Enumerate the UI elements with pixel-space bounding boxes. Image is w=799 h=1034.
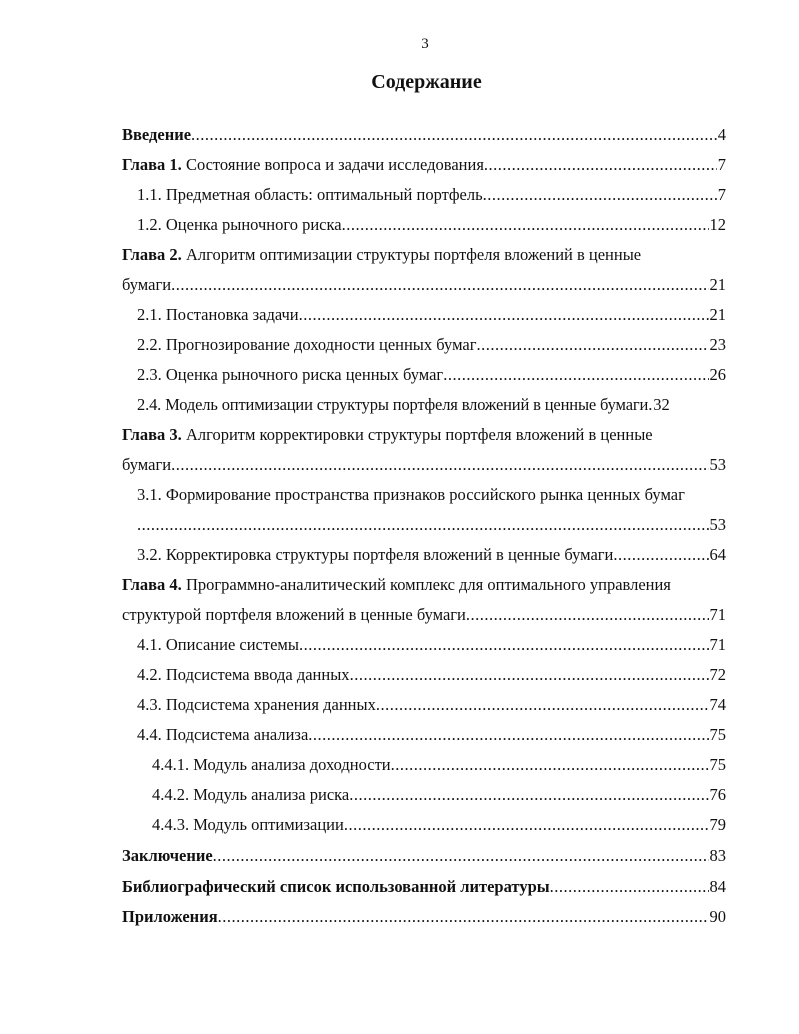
toc-entry-section-4-4[interactable] (137, 724, 726, 746)
toc-entry-label: 4.2. Подсистема ввода данных (137, 665, 350, 684)
toc-leader-dots (391, 754, 709, 776)
toc-entry-page: 71 (709, 605, 726, 624)
toc-leader-dots (484, 154, 717, 176)
toc-entry-page: 64 (709, 545, 726, 564)
toc-entry-section-3-1-line1[interactable] (137, 484, 737, 506)
toc-entry-page: 7 (717, 185, 726, 204)
toc-entry-page: 83 (709, 846, 726, 865)
page-number: 3 (421, 36, 429, 52)
toc-leader-dots (349, 784, 708, 806)
toc-entry-page: 84 (709, 877, 726, 896)
toc-entry-label: структурой портфеля вложений в ценные бумаги (122, 605, 466, 624)
toc-entry-chapter-2-line1[interactable] (122, 244, 726, 266)
toc-entry-page: 12 (709, 215, 726, 234)
toc-leader-dots (466, 604, 709, 626)
toc-entry-label: 2.1. Постановка задачи (137, 305, 299, 324)
toc-entry-page: 72 (709, 665, 726, 684)
toc-entry-page: 53 (709, 515, 726, 534)
toc-entry-label: 4.4.3. Модуль оптимизации (152, 815, 344, 834)
toc-entry-label: бумаги (122, 275, 172, 294)
toc-entry-chapter-2-line2[interactable] (122, 274, 726, 296)
toc-entry-label: 1.2. Оценка рыночного риска (137, 215, 342, 234)
chapter-title: Алгоритм корректировки структуры портфеля вложений в ценные (181, 425, 653, 444)
toc-entry-label: 4.4.1. Модуль анализа доходности (152, 755, 391, 774)
toc-leader-dots (550, 876, 709, 898)
toc-leader-dots (483, 184, 717, 206)
chapter-title: Программно-аналитический комплекс для оптимального управления (181, 575, 671, 594)
toc-leader-dots (376, 694, 709, 716)
toc-leader-dots (477, 334, 709, 356)
toc-entry-page: 26 (709, 365, 726, 384)
toc-entry-label: 4.1. Описание системы (137, 635, 299, 654)
toc-entry-bibliography[interactable] (122, 876, 726, 898)
toc-entry-section-2-1[interactable] (137, 304, 726, 326)
toc-entry-label (122, 154, 484, 176)
toc-entry-section-4-1[interactable] (137, 634, 726, 656)
toc-entry-page: 76 (709, 785, 726, 804)
toc-leader-dots (308, 724, 708, 746)
toc-entry-page: 75 (709, 755, 726, 774)
toc-leader-dots (171, 454, 708, 476)
toc-entry-label: Библиографический список использованной литературы (122, 877, 550, 896)
toc-entry-label: 4.4. Подсистема анализа (137, 725, 309, 744)
toc-entry-label: бумаги (122, 455, 172, 474)
toc-entry-section-1-2[interactable] (137, 214, 726, 236)
toc-entry-page: 4 (717, 125, 726, 144)
toc-entry-conclusion[interactable] (122, 845, 726, 867)
toc-entry-label: 3.1. Формирование пространства признаков российского рынка ценных бумаг (137, 485, 685, 504)
toc-entry-chapter-3-line2[interactable] (122, 454, 726, 476)
toc-entry-label: 1.1. Предметная область: оптимальный портфель (137, 185, 483, 204)
toc-entry-section-3-1-line2[interactable] (137, 514, 726, 536)
toc-entry-page: 75 (709, 725, 726, 744)
toc-entry-label: 2.4. Модель оптимизации структуры портфеля вложений в ценные бумаги. (137, 395, 653, 414)
toc-leader-dots (137, 514, 709, 536)
toc-entry-section-4-4-1[interactable] (152, 754, 726, 776)
toc-entry-introduction[interactable] (122, 124, 726, 146)
toc-leader-dots (171, 274, 708, 296)
toc-entry-appendix[interactable] (122, 906, 726, 928)
toc-entry-page: 7 (717, 155, 726, 174)
toc-entry-chapter-4-line2[interactable] (122, 604, 726, 626)
toc-entry-page: 32 (653, 395, 670, 414)
toc-leader-dots (299, 634, 709, 656)
toc-entry-section-3-2[interactable] (137, 544, 726, 566)
toc-leader-dots (299, 304, 709, 326)
toc-entry-page: 21 (709, 305, 726, 324)
toc-entry-chapter-4-line1[interactable] (122, 574, 726, 596)
toc-entry-chapter-3-line1[interactable] (122, 424, 726, 446)
chapter-number: Глава 3. (122, 425, 182, 444)
toc-leader-dots (342, 214, 709, 236)
toc-entry-section-2-3[interactable] (137, 364, 726, 386)
chapter-number: Глава 4. (122, 575, 182, 594)
toc-leader-dots (344, 814, 709, 836)
toc-entry-page: 71 (709, 635, 726, 654)
toc-entry-page: 79 (709, 815, 726, 834)
toc-entry-page: 74 (709, 695, 726, 714)
toc-leader-dots (218, 906, 709, 928)
toc-entry-label: 3.2. Корректировка структуры портфеля вложений в ценные бумаги (137, 545, 614, 564)
toc-entry-section-2-4[interactable] (137, 394, 726, 416)
chapter-number: Глава 2. (122, 245, 182, 264)
toc-entry-label: 4.3. Подсистема хранения данных (137, 695, 376, 714)
toc-entry-section-4-2[interactable] (137, 664, 726, 686)
toc-entry-label: Заключение (122, 846, 213, 865)
toc-entry-label: Введение (122, 125, 192, 144)
toc-leader-dots (191, 124, 717, 146)
toc-entry-page: 23 (709, 335, 726, 354)
toc-entry-chapter-1[interactable] (122, 154, 726, 176)
toc-entry-section-2-2[interactable] (137, 334, 726, 356)
toc-entry-section-1-1[interactable] (137, 184, 726, 206)
toc-entry-section-4-4-2[interactable] (152, 784, 726, 806)
chapter-number: Глава 1. (122, 155, 182, 174)
toc-leader-dots (213, 845, 709, 867)
toc-entry-page: 90 (709, 907, 726, 926)
toc-entry-label: 2.2. Прогнозирование доходности ценных бумаг (137, 335, 477, 354)
toc-entry-section-4-4-3[interactable] (152, 814, 726, 836)
toc-entry-label: Приложения (122, 907, 218, 926)
chapter-title: Состояние вопроса и задачи исследования (181, 155, 484, 174)
toc-entry-page: 53 (709, 455, 726, 474)
toc-entry-label: 2.3. Оценка рыночного риска ценных бумаг (137, 365, 444, 384)
toc-leader-dots (613, 544, 708, 566)
chapter-title: Алгоритм оптимизации структуры портфеля вложений в ценные (181, 245, 642, 264)
toc-leader-dots (443, 364, 708, 386)
toc-leader-dots (350, 664, 709, 686)
toc-title: Содержание (371, 71, 482, 93)
toc-entry-section-4-3[interactable] (137, 694, 726, 716)
toc-entry-page: 21 (709, 275, 726, 294)
toc-entry-label: 4.4.2. Модуль анализа риска (152, 785, 350, 804)
